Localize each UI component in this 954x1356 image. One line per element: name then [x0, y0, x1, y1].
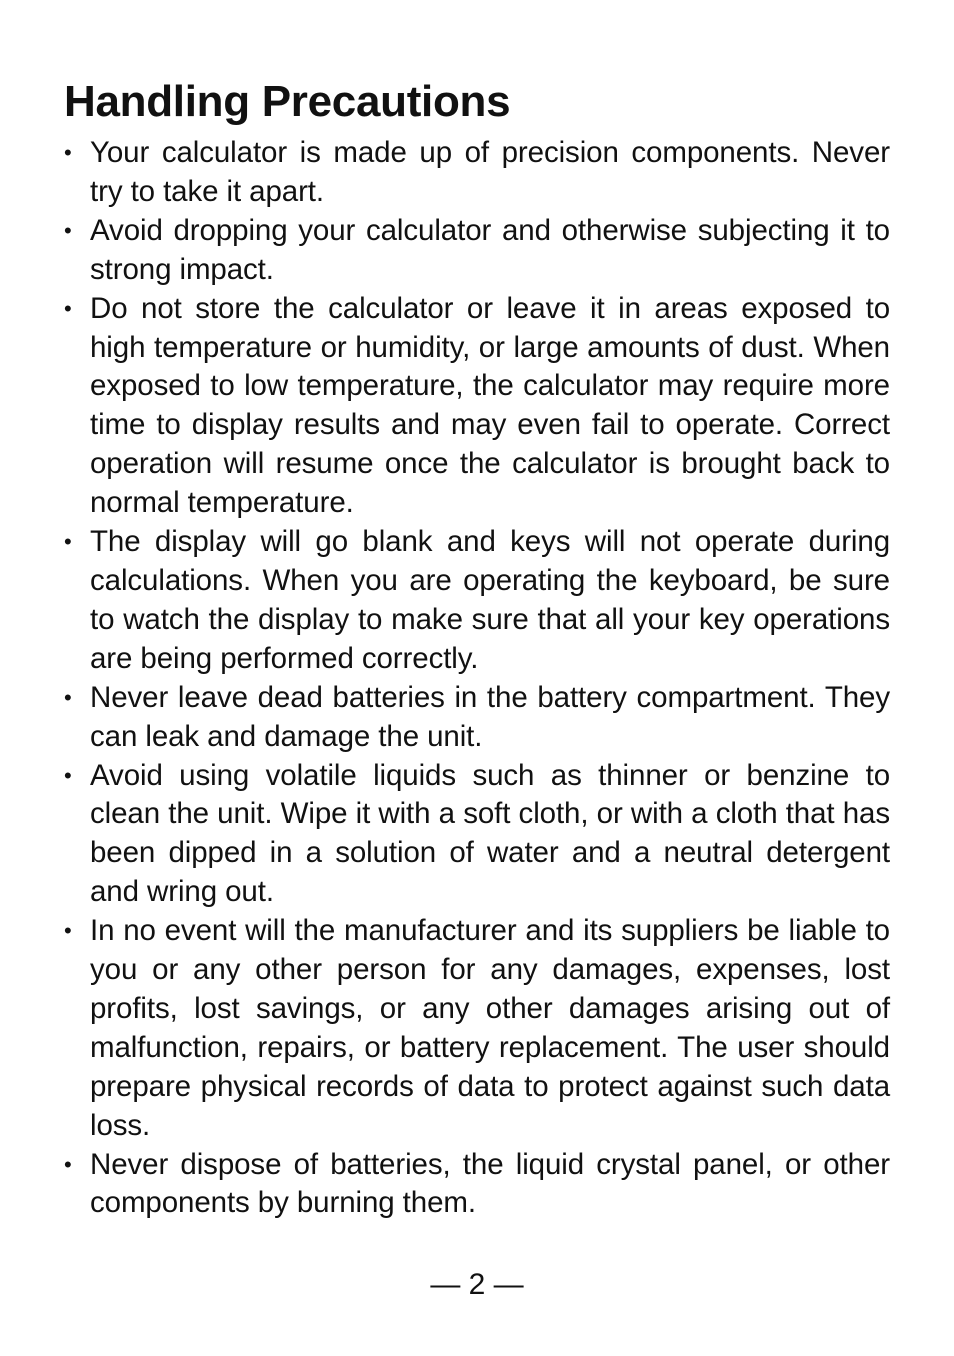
list-item-text: Avoid dropping your calculator and otherwise subjecting it to strong impact.: [90, 213, 890, 286]
list-item-text: The display will go blank and keys will not operate during calculations. When you are operating the keyboard, be sure to watch the display to make sure that all your key operations are being performed correctly.: [90, 525, 890, 675]
bullet-icon: •: [64, 529, 72, 555]
list-item-text: Never leave dead batteries in the battery compartment. They can leak and damage the unit.: [90, 680, 890, 753]
list-item-text: Never dispose of batteries, the liquid crystal panel, or other components by burning them.: [90, 1147, 890, 1220]
list-item-text: Your calculator is made up of precision components. Never try to take it apart.: [90, 136, 890, 208]
bullet-icon: •: [64, 217, 72, 243]
list-item: [64, 757, 890, 913]
bullet-icon: •: [64, 140, 72, 165]
list-item: [64, 212, 890, 290]
bullet-icon: •: [64, 918, 72, 944]
bullet-icon: •: [64, 684, 72, 710]
page-number: — 2 —: [430, 1268, 524, 1301]
page-content: [64, 74, 890, 1223]
list-item-text: In no event will the manufacturer and its suppliers be liable to you or any other person for any damages, expenses, lost profits, lost savings, or any other damages arising out of malfunction, repairs, or battery replacement. The user should prepare physical records of data to protect against such data loss.: [90, 914, 890, 1142]
precautions-list: [64, 134, 890, 1223]
page-title: Handling Precautions: [64, 77, 511, 126]
list-item: [64, 134, 890, 212]
list-item: [64, 1146, 890, 1224]
list-item: [64, 679, 890, 757]
list-item: [64, 523, 890, 679]
bullet-icon: •: [64, 295, 72, 321]
list-item-text: Avoid using volatile liquids such as thinner or benzine to clean the unit. Wipe it with a soft cloth, or with a cloth that has been dipped in a solution of water and a neutral detergent and wring out.: [90, 758, 890, 909]
list-item: [64, 290, 890, 523]
bullet-icon: •: [64, 762, 72, 788]
bullet-icon: •: [64, 1151, 72, 1177]
list-item: [64, 912, 890, 1145]
list-item-text: Do not store the calculator or leave it in areas exposed to high temperature or humidity, or large amounts of dust. When exposed to low temperature, the calculator may require more time to display results and may even fail to operate. Correct operation will resume once the calculator is brought back to normal temperature.: [90, 291, 890, 520]
